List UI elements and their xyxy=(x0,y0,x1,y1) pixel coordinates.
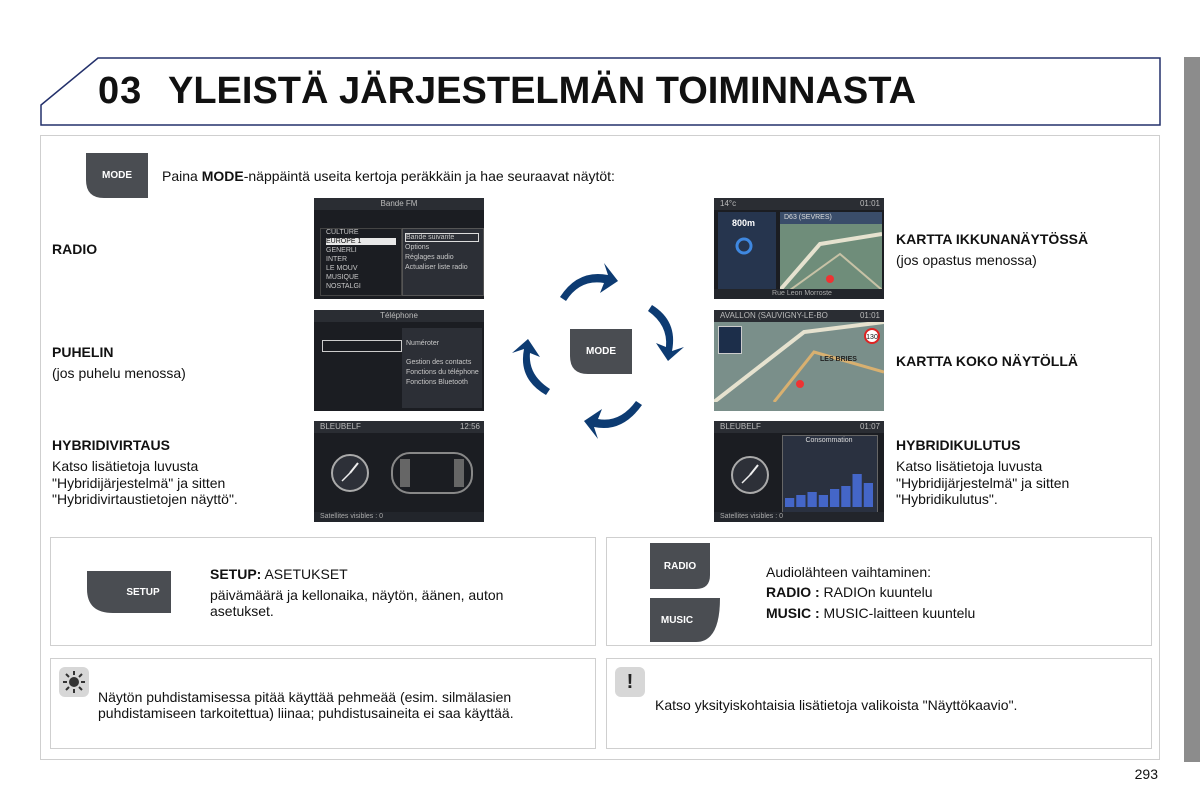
radio-screen xyxy=(314,198,484,299)
arrow-left-icon xyxy=(512,339,550,395)
setup-title-rest: ASETUKSET xyxy=(261,566,348,582)
consumption-bar xyxy=(853,474,862,507)
radio-key-icon xyxy=(650,543,710,589)
exclamation-icon: ! xyxy=(615,667,645,697)
consumption-bar xyxy=(830,489,839,507)
arrow-top-icon xyxy=(560,263,618,301)
mode-center-key-icon xyxy=(570,329,632,374)
phone-menu-item: Fonctions Bluetooth xyxy=(406,379,468,386)
setup-title xyxy=(210,566,348,582)
radio-station: INTER xyxy=(326,256,347,263)
map-full-time: 01:01 xyxy=(859,311,880,320)
consumption-bar xyxy=(785,498,794,507)
intro-text xyxy=(162,168,615,184)
mode-key-label: MODE xyxy=(102,170,132,181)
radio-menu-item: Options xyxy=(405,244,430,251)
consumption-chart xyxy=(784,447,874,507)
map-full-label: KARTTA KOKO NÄYTÖLLÄ xyxy=(896,353,1078,369)
map-full-road: AVALLON (SAUVIGNY-LE-BO xyxy=(720,311,828,320)
arrow-bottom-icon xyxy=(584,401,642,439)
setup-desc-2: asetukset. xyxy=(210,603,274,619)
audio-radio-line xyxy=(766,584,933,600)
phone-menu-item: Fonctions du téléphone xyxy=(406,369,479,376)
consumption-bar xyxy=(819,495,828,507)
hybrid-flow-desc-2: "Hybridijärjestelmä" ja sitten xyxy=(52,475,226,491)
radio-station: NOSTALGI xyxy=(326,283,361,290)
music-key-icon xyxy=(650,598,720,642)
map-window-footer: Rue Leon Morroste xyxy=(714,289,884,299)
map-window-desc: (jos opastus menossa) xyxy=(896,252,1037,268)
intro-suffix: -näppäintä useita kertoja peräkkäin ja hae seuraavat näytöt: xyxy=(243,168,615,184)
hybrid-flow-desc-3: "Hybridivirtaustietojen näyttö". xyxy=(52,491,238,507)
roundabout-icon xyxy=(734,236,754,256)
audio-radio-text: RADIOn kuuntelu xyxy=(819,584,933,600)
radio-station: CULTURE xyxy=(326,229,359,236)
map-window-temp: 14°c xyxy=(720,199,737,208)
mode-key-icon xyxy=(86,153,148,198)
cleaning-note-line-1: Näytön puhdistamisessa pitää käyttää pehmeää (esim. silmälasien xyxy=(98,689,512,705)
phone-screen-title: Téléphone xyxy=(314,310,484,322)
radio-menu-item: Actualiser liste radio xyxy=(405,264,468,271)
phone-menu-item: Gestion des contacts xyxy=(406,359,472,366)
setup-title-bold: SETUP: xyxy=(210,566,262,582)
turn-arrow-icon xyxy=(718,326,742,354)
speed-limit-sign: 130 xyxy=(864,328,880,344)
consumption-time: 01:07 xyxy=(859,422,880,431)
intro-prefix: Paina xyxy=(162,168,202,184)
info-note-text: Katso yksityiskohtaisia lisätietoja valikoista "Näyttökaavio". xyxy=(655,697,1018,713)
radio-menu-item: Bande suivante xyxy=(405,233,479,242)
clock-gauge-icon xyxy=(728,453,772,497)
hybrid-flow-time: 12:56 xyxy=(459,422,480,431)
map-full-place: LES BRIES xyxy=(820,356,857,363)
music-key-label: MUSIC xyxy=(660,614,694,626)
map-full-screen xyxy=(714,310,884,411)
cleaning-note-line-2: puhdistamiseen tarkoitettua) liinaa; puhdistusaineita ei saa käyttää. xyxy=(98,705,514,721)
chapter-title: YLEISTÄ JÄRJESTELMÄN TOIMINNASTA xyxy=(168,70,917,112)
side-tab xyxy=(1184,57,1200,762)
phone-label: PUHELIN xyxy=(52,344,114,360)
hybrid-flow-footer: Satellites visibles : 0 xyxy=(314,512,484,522)
sun-icon xyxy=(59,667,89,697)
hybrid-flow-desc-1: Katso lisätietoja luvusta xyxy=(52,458,199,474)
map-window-time: 01:01 xyxy=(859,199,880,208)
consumption-screen xyxy=(714,421,884,522)
radio-station: MUSIQUE xyxy=(326,274,359,281)
map-roads-icon xyxy=(780,224,882,290)
setup-key-icon xyxy=(87,571,171,613)
radio-station: LE MOUV xyxy=(326,265,358,272)
map-window-screen xyxy=(714,198,884,299)
clock-gauge-icon xyxy=(328,451,372,495)
radio-key-label: RADIO xyxy=(663,560,697,572)
audio-heading: Audiolähteen vaihtaminen: xyxy=(766,564,932,580)
consumption-desc-2: "Hybridijärjestelmä" ja sitten xyxy=(896,475,1070,491)
consumption-bar xyxy=(796,495,805,507)
consumption-bar xyxy=(864,483,873,507)
car-diagram-icon xyxy=(384,443,480,505)
map-window-road: D63 (SEVRES) xyxy=(780,212,882,224)
radio-screen-title: Bande FM xyxy=(314,198,484,210)
page-number: 293 xyxy=(1134,766,1158,782)
audio-music-text: MUSIC-laitteen kuuntelu xyxy=(819,605,976,621)
arrow-right-icon xyxy=(648,305,684,361)
phone-screen xyxy=(314,310,484,411)
consumption-bar xyxy=(841,486,850,507)
radio-label: RADIO xyxy=(52,241,98,257)
consumption-title: Consommation xyxy=(805,437,853,444)
map-window-label: KARTTA IKKUNANÄYTÖSSÄ xyxy=(896,231,1089,247)
setup-desc-1: päivämäärä ja kellonaika, näytön, äänen, auton xyxy=(210,587,504,603)
consumption-desc-1: Katso lisätietoja luvusta xyxy=(896,458,1043,474)
audio-music-line xyxy=(766,605,975,621)
intro-key: MODE xyxy=(201,168,244,184)
consumption-device: BLEUBELF xyxy=(720,422,761,431)
hybrid-flow-device: BLEUBELF xyxy=(320,422,361,431)
setup-key-label: SETUP xyxy=(126,586,160,598)
phone-desc: (jos puhelu menossa) xyxy=(52,365,186,381)
radio-menu-item: Réglages audio xyxy=(405,254,454,261)
audio-radio-label: RADIO : xyxy=(766,584,820,600)
audio-music-label: MUSIC : xyxy=(766,605,820,621)
phone-menu-item: Numéroter xyxy=(406,340,440,347)
mode-center-key-label: MODE xyxy=(586,346,616,357)
consumption-bar xyxy=(808,492,817,507)
consumption-desc-3: "Hybridikulutus". xyxy=(896,491,998,507)
hybrid-flow-screen xyxy=(314,421,484,522)
consumption-footer: Satellites visibles : 0 xyxy=(714,512,884,522)
radio-station: GENERLI xyxy=(326,247,357,254)
map-window-distance: 800m xyxy=(732,218,756,228)
radio-station: EUROPE 1 xyxy=(326,238,396,245)
chapter-number: 03 xyxy=(98,70,143,112)
consumption-label: HYBRIDIKULUTUS xyxy=(896,437,1021,453)
hybrid-flow-label: HYBRIDIVIRTAUS xyxy=(52,437,170,453)
